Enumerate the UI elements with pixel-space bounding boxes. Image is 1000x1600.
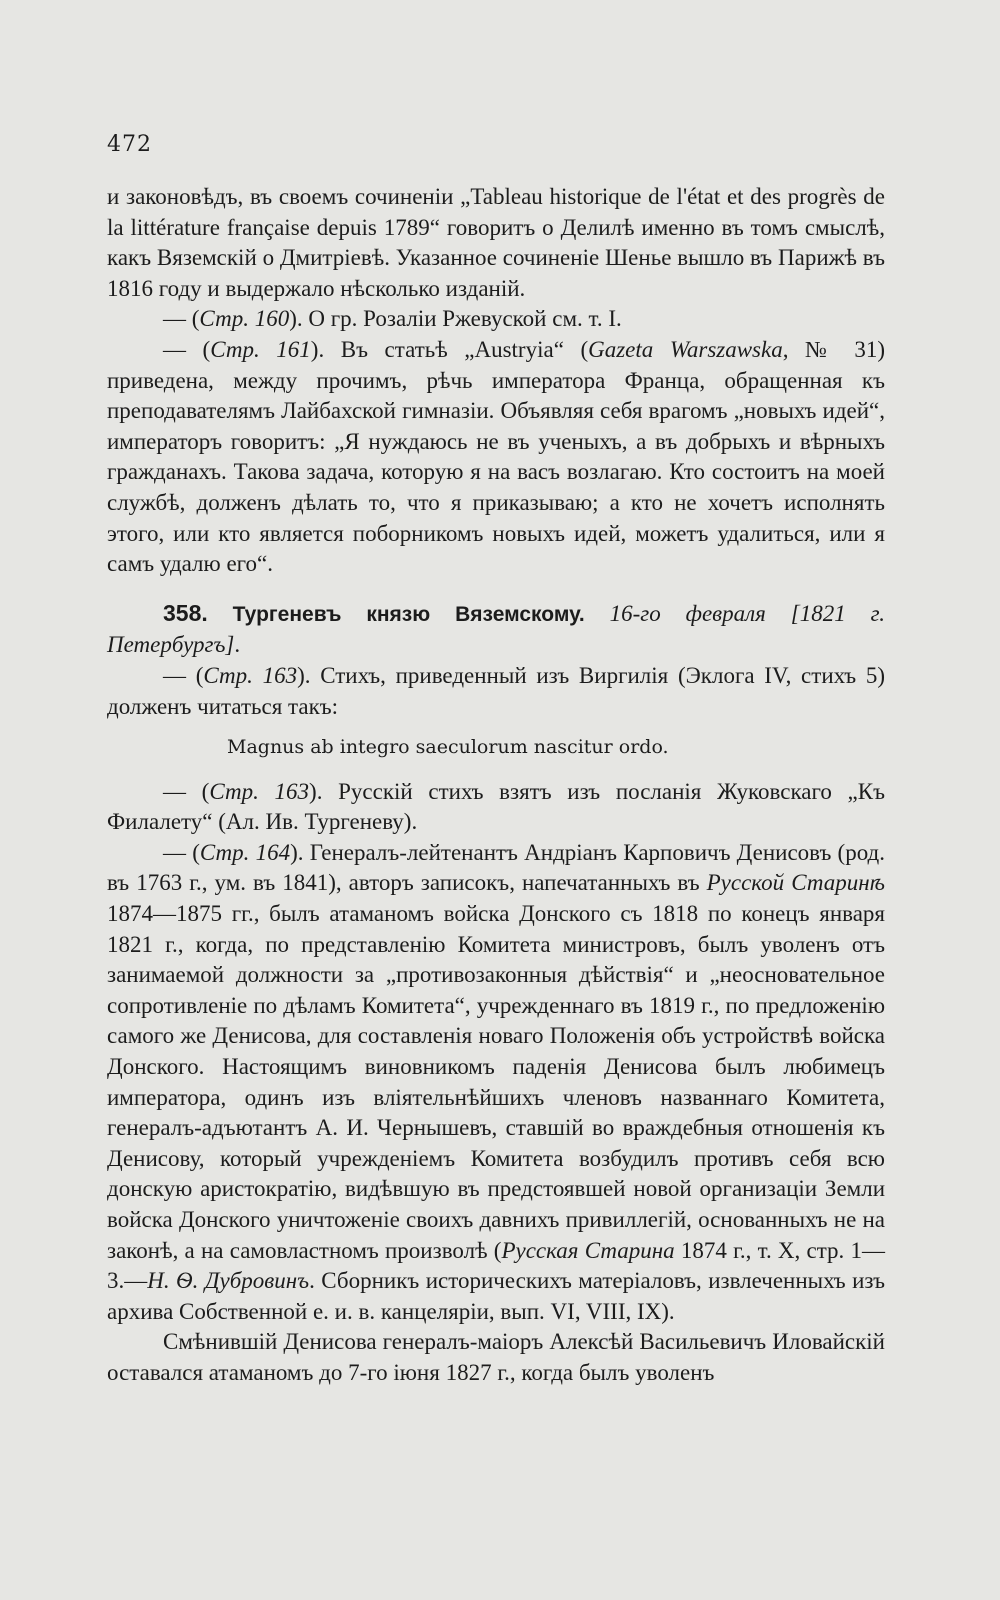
paragraph [107,182,885,304]
latin-quote: Magnus ab integro saeculorum nascitur ordo. [227,736,669,759]
paragraph [107,777,885,838]
letter-date: 16-го февраля [609,600,766,626]
paragraph [107,335,885,580]
page-reference: Стр. 160 [199,306,290,332]
paragraph-text: ). Генералъ-лейтенантъ Андріанъ Карповичъ Денисовъ (род. въ 1763 г., ум. въ 1841), авторъ записокъ, напечатанныхъ въ [107,839,885,896]
paragraph-text: ). Въ статьѣ „Austryia“ ( [310,336,589,362]
source-title: Gazeta Warszawska [588,336,783,362]
paragraph-text: Смѣнившій Денисова генералъ-маіоръ Алексѣй Васильевичъ Иловайскій оставался атаманомъ до 7-го іюня 1827 г., когда былъ уволенъ [107,1329,885,1385]
source-title: Русская Старина [501,1237,675,1263]
dash: — ( [163,839,200,865]
paragraph-text: 1874—1875 гг., былъ атаманомъ войска Донского съ 1818 по конецъ января 1821 г., когда, по представленію Комитета министровъ, былъ уволенъ отъ занимаемой должности за „противозаконныя дѣйствія“ и „неосновательное сопротивленіе по дѣламъ Комитета“, учрежденнаго въ 1819 г., по предложенію самого же Денисова, для составленія новаго Положенія объ устройствѣ войска Донского. Настоящимъ виновникомъ паденія Денисова былъ любимецъ императора, одинъ изъ вліятельнѣйшихъ членовъ названнаго Комитета, генералъ-адъютантъ А. И. Чернышевъ, ставшій во враждебныя отношенія къ Денисову, который учрежденіемъ Комитета возбудилъ противъ себя всю донскую аристократію, видѣвшую въ предстоявшей новой организаціи Земли войска Донского уничтоженіе своихъ давнихъ привиллегій, основанныхъ не на законѣ, а на самовластномъ произволѣ ( [107,901,885,1263]
paragraph-text: и законовѣдъ, въ своемъ сочиненіи „Tableau historique de l'état et des progrès de la littérature française depuis 1789“ говоритъ о Делилѣ именно въ томъ смыслѣ, какъ Вяземскій о Дмитріевѣ. Указанное сочиненіе Шенье вышло въ Парижѣ въ 1816 году и выдержало нѣсколько изданій. [107,184,885,301]
source-title: Русской Старинѣ [706,870,885,896]
paragraph-text: 1874 г., т. X, стр. 1—3.— [107,1237,885,1294]
paragraph-text: , № 31) приведена, между прочимъ, рѣчь императора Франца, обращенная къ преподавателямъ Лайбахской гимназіи. Объявляя себя врагомъ „новыхъ идей“, императоръ говоритъ: „Я нуждаюсь не въ ученыхъ, а въ добрыхъ и вѣрныхъ гражданахъ. Такова задача, которую я на васъ возлагаю. Кто состоитъ на моей службѣ, долженъ дѣлать то, что я приказываю; а кто не хочетъ исполнять этого, или кто является поборникомъ новыхъ идей, можетъ удалиться, или я самъ удалю его“. [107,336,885,577]
paragraph-text: . Сборникъ историческихъ матеріаловъ, извлеченныхъ изъ архива Собственной е. и. в. канцеляріи, вып. VI, VIII, IX). [107,1268,885,1324]
page-reference: Стр. 163 [203,662,298,688]
paragraph [107,838,885,1328]
paragraph-text: ). Русскій стихъ взятъ изъ посланія Жуковскаго „Къ Филалету“ (Ал. Ив. Тургеневу). [107,778,885,835]
letter-title: Тургеневъ князю Вяземскому. [232,602,585,626]
letter-number: 358. [163,599,208,626]
paragraph-text: ). Стихъ, приведенный изъ Виргилія (Эклога IV, стихъ 5) долженъ читаться такъ: [107,662,886,719]
paragraph-text: ). О гр. Розаліи Ржевуской см. т. I. [289,306,622,332]
paragraph [107,304,885,335]
author-name: Н. Ѳ. Дубровинъ [147,1268,310,1294]
dash: — ( [163,662,204,688]
page-reference: Стр. 163 [209,778,310,804]
page-number: 472 [107,132,152,157]
page-body [107,182,885,1389]
letter-heading [107,598,885,661]
paragraph [107,1327,885,1388]
page-reference: Стр. 164 [199,839,291,865]
dash: — ( [163,336,211,362]
letter-place-date: [1821 г. Петербургъ] [107,600,885,658]
dash: — ( [163,306,200,332]
dash: — ( [163,778,210,804]
page-reference: Стр. 161 [210,336,311,362]
punctuation: . [234,632,241,658]
paragraph [107,661,885,722]
